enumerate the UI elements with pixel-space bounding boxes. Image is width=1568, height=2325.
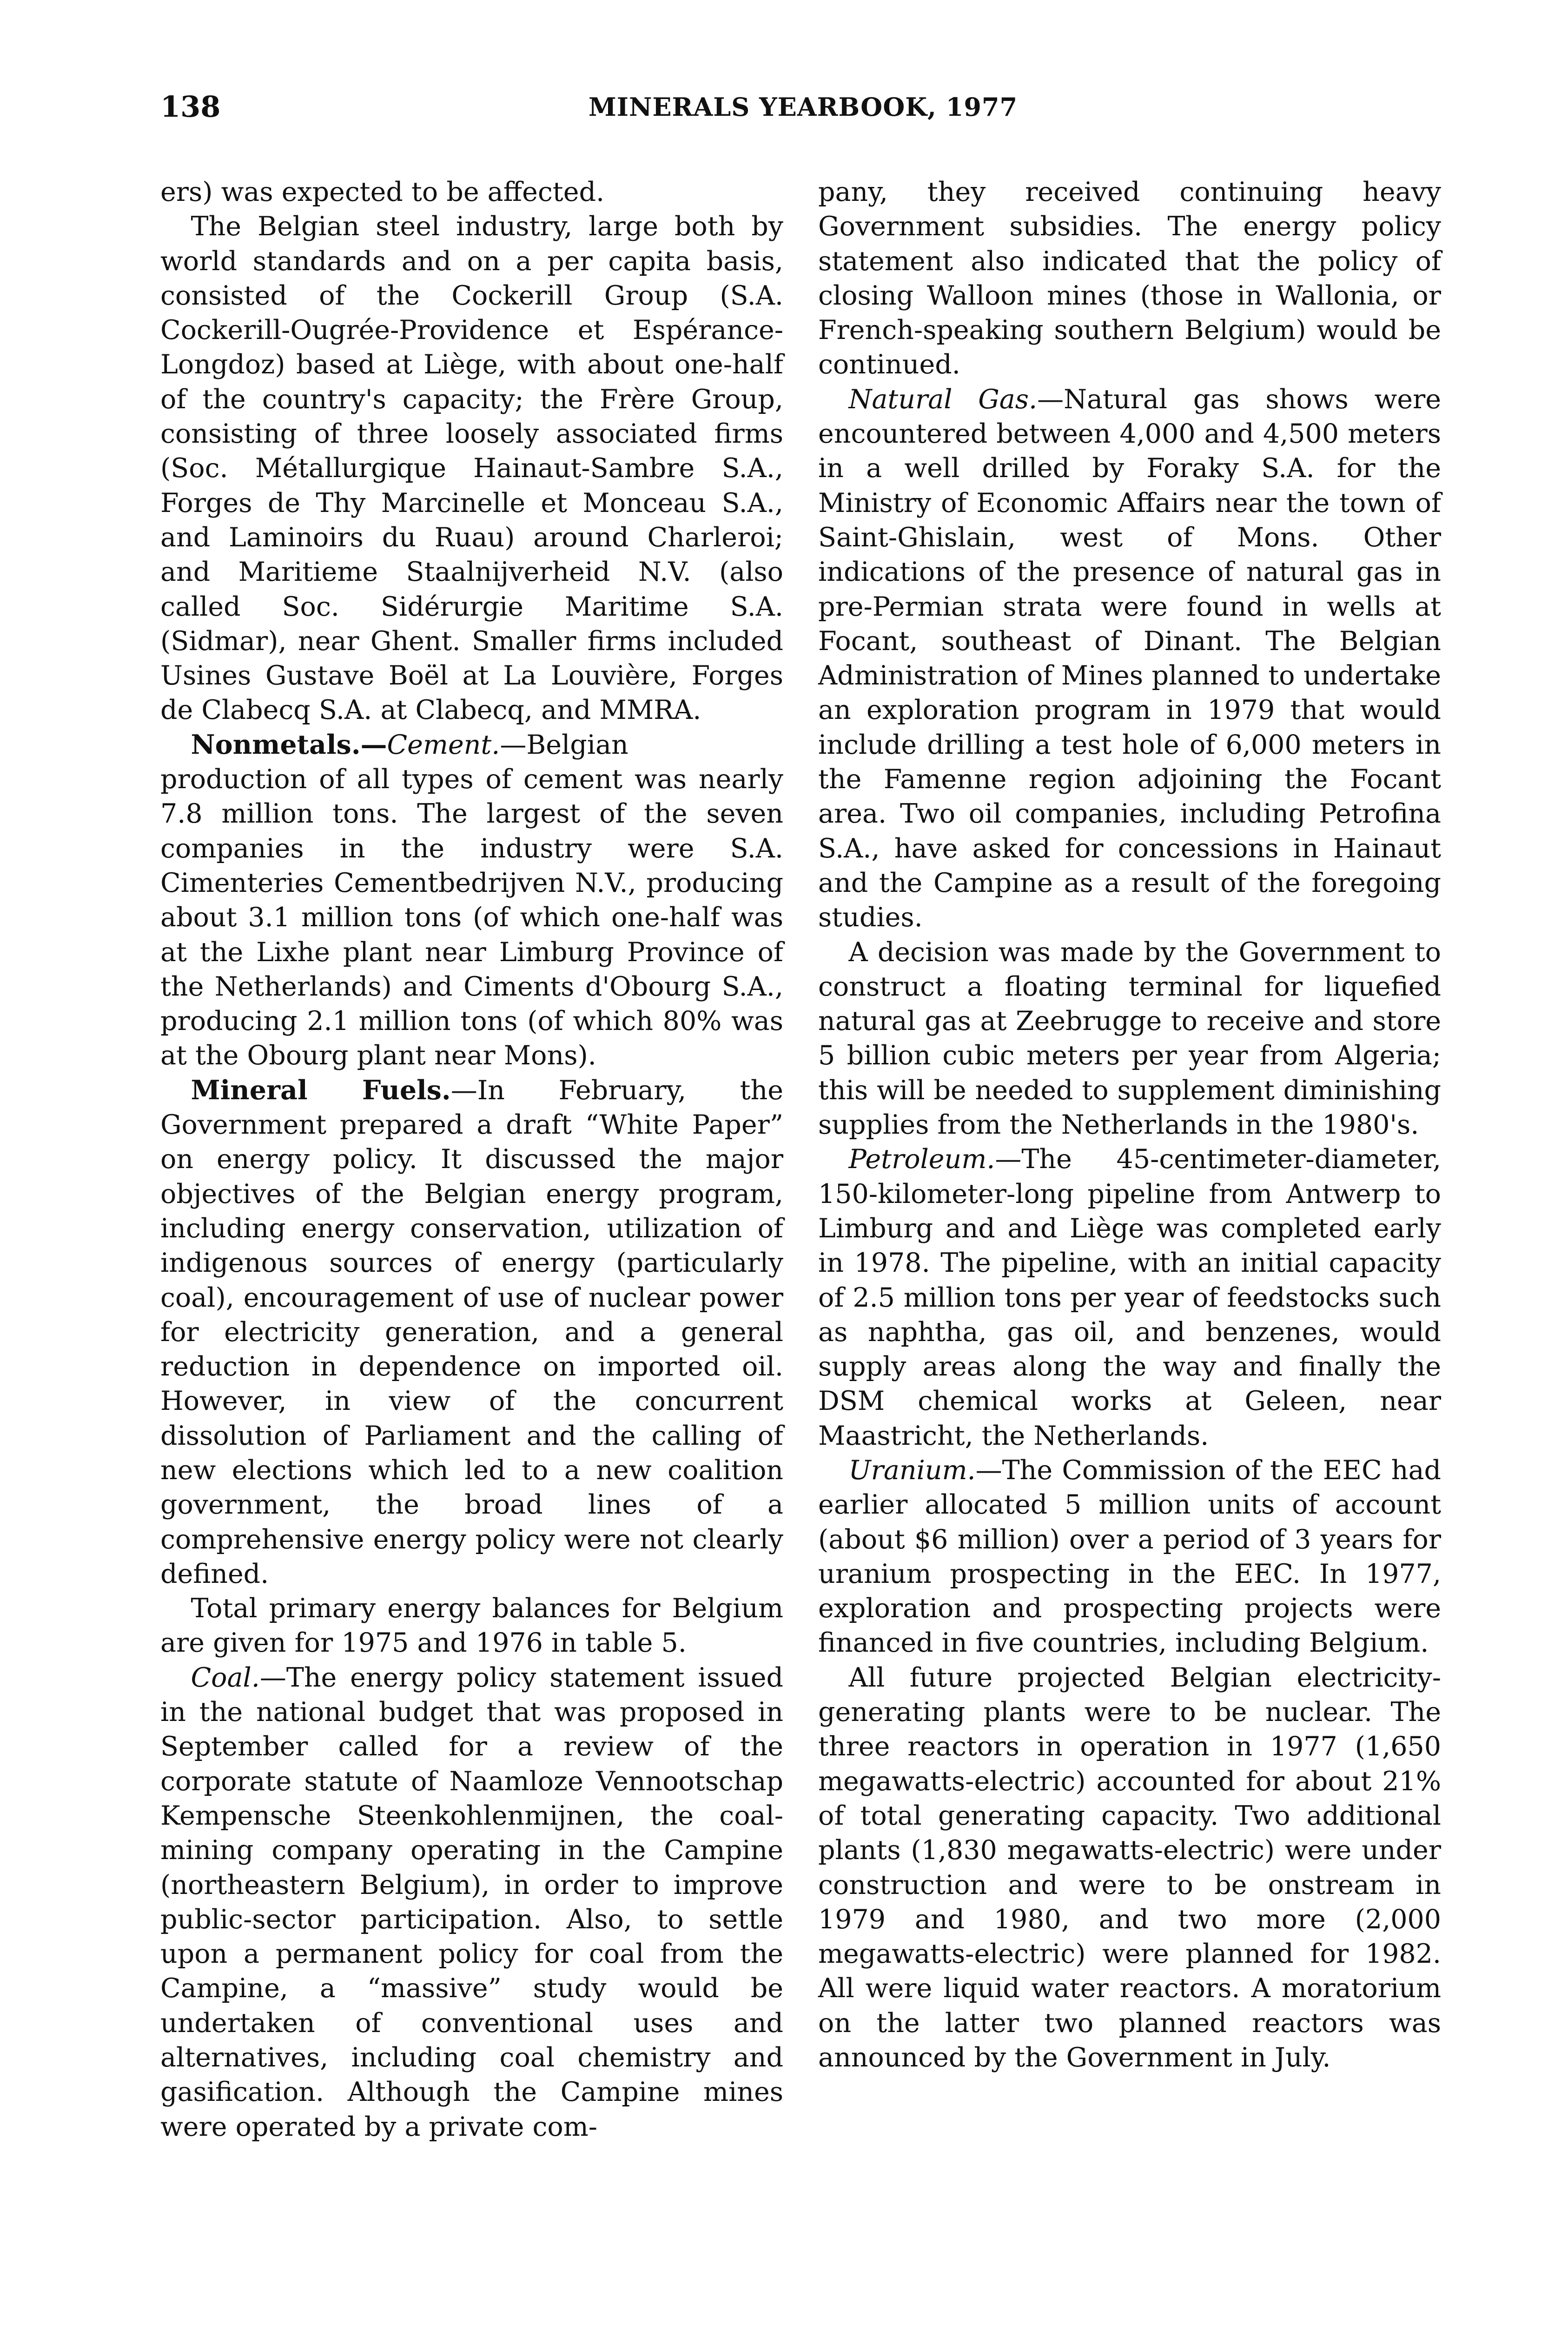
- page-header: [160, 88, 1446, 126]
- subsection-heading-petroleum: Petroleum.: [848, 1144, 995, 1175]
- paragraph-text: Total primary energy balances for Belgium are given for 1975 and 1976 in table 5.: [160, 1593, 783, 1659]
- paragraph-text: —The 45-centimeter-diameter, 150-kilometer-long pipeline from Antwerp to Limburg and and Liège was completed early in 1978. The pipeline, with an initial capacity of 2.5 million tons per year of feedstocks such as naphtha, gas oil, and benzenes, would supply areas along the way and finally the DSM chemical works at Geleen, near Maastricht, the Netherlands.: [818, 1144, 1441, 1451]
- paragraph: [818, 175, 1441, 382]
- subsection-heading-uranium: Uranium.: [848, 1455, 976, 1486]
- paragraph-text: ers) was expected to be affected.: [160, 177, 605, 207]
- section-heading-mineral-fuels: Mineral Fuels.: [191, 1074, 451, 1106]
- right-column: [818, 175, 1441, 2075]
- left-column: [160, 175, 783, 2144]
- paragraph-text: —The energy policy statement issued in the national budget that was proposed in September called for a review of the corporate statute of Naamloze Vennootschap Kempensche Steenkohlenmijnen, the coal-mining company operating in the Campine (northeastern Belgium), in order to improve public-sector participation. Also, to settle upon a permanent policy for coal from the Campine, a “massive” study would be undertaken of conventional uses and alternatives, including coal chemistry and gasification. Although the Campine mines were operated by a private com-: [160, 1662, 783, 2142]
- paragraph-text: The Belgian steel industry, large both by world standards and on a per capita basis, consisted of the Cockerill Group (S.A. Cockerill-Ougrée-Providence et Espérance-Longdoz) based at Liège, with about one-half of the country's capacity; the Frère Group, consisting of three loosely associated firms (Soc. Métallurgique Hainaut-Sambre S.A., Forges de Thy Marcinelle et Monceau S.A., and Laminoirs du Ruau) around Charleroi; and Maritieme Staalnijverheid N.V. (also called Soc. Sidérurgie Maritime S.A. (Sidmar), near Ghent. Smaller firms included Usines Gustave Boël at La Louvière, Forges de Clabecq S.A. at Clabecq, and MMRA.: [160, 211, 783, 726]
- subsection-heading-coal: Coal.: [191, 1662, 260, 1693]
- paragraph-text: A decision was made by the Government to construct a floating terminal for liquefied natural gas at Zeebrugge to receive and store 5 billion cubic meters per year from Algeria; this will be needed to supplement diminishing supplies from the Netherlands in the 1980's.: [818, 937, 1441, 1141]
- paragraph: [160, 728, 783, 1073]
- paragraph-text: —Belgian production of all types of cement was nearly 7.8 million tons. The largest of the seven companies in the industry were S.A. Cimenteries Cementbedrijven N.V., producing about 3.1 million tons (of which one-half was at the Lixhe plant near Limburg Province of the Netherlands) and Ciments d'Obourg S.A., producing 2.1 million tons (of which 80% was at the Obourg plant near Mons).: [160, 729, 783, 1071]
- paragraph: [160, 175, 783, 209]
- paragraph-text: —The Commission of the EEC had earlier allocated 5 million units of account (about $6 million) over a period of 3 years for uranium prospecting in the EEC. In 1977, exploration and prospecting projects were financed in five countries, including Belgium.: [818, 1455, 1441, 1659]
- paragraph-text: pany, they received continuing heavy Government subsidies. The energy policy statement also indicated that the policy of closing Walloon mines (those in Wallonia, or French-speaking southern Belgium) would be continued.: [818, 177, 1441, 380]
- page-number: 138: [160, 90, 221, 124]
- paragraph-text: —In February, the Government prepared a draft “White Paper” on energy policy. It discussed the major objectives of the Belgian energy program, including energy conservation, utilization of indigenous sources of energy (particularly coal), encouragement of use of nuclear power for electricity generation, and a general reduction in dependence on imported oil. However, in view of the concurrent dissolution of Parliament and the calling of new elections which led to a new coalition government, the broad lines of a comprehensive energy policy were not clearly defined.: [160, 1075, 783, 1589]
- paragraph: [160, 1591, 783, 1661]
- paragraph: [160, 1073, 783, 1591]
- paragraph: [160, 1661, 783, 2144]
- subsection-heading-cement: Cement.: [387, 729, 500, 760]
- paragraph: [818, 1453, 1441, 1661]
- paragraph: [818, 382, 1441, 935]
- paragraph-text: —Natural gas shows were encountered between 4,000 and 4,500 meters in a well drilled by Foraky S.A. for the Ministry of Economic Affairs near the town of Saint-Ghislain, west of Mons. Other indications of the presence of natural gas in pre-Permian strata were found in wells at Focant, southeast of Dinant. The Belgian Administration of Mines planned to undertake an exploration program in 1979 that would include drilling a test hole of 6,000 meters in the Famenne region adjoining the Focant area. Two oil companies, including Petrofina S.A., have asked for concessions in Hainaut and the Campine as a result of the foregoing studies.: [818, 384, 1441, 933]
- paragraph: [818, 1142, 1441, 1453]
- section-heading-nonmetals: Nonmetals.—: [191, 729, 387, 760]
- paragraph-text: All future projected Belgian electricity-generating plants were to be nuclear. The three reactors in operation in 1977 (1,650 megawatts-electric) accounted for about 21% of total generating capacity. Two additional plants (1,830 megawatts-electric) were under construction and were to be onstream in 1979 and 1980, and two more (2,000 megawatts-electric) were planned for 1982. All were liquid water reactors. A moratorium on the latter two planned reactors was announced by the Government in July.: [818, 1662, 1441, 2073]
- paragraph: [818, 935, 1441, 1143]
- paragraph: [160, 209, 783, 727]
- paragraph: [818, 1661, 1441, 2075]
- running-title: MINERALS YEARBOOK, 1977: [588, 92, 1018, 122]
- subsection-heading-natural-gas: Natural Gas.: [848, 384, 1038, 415]
